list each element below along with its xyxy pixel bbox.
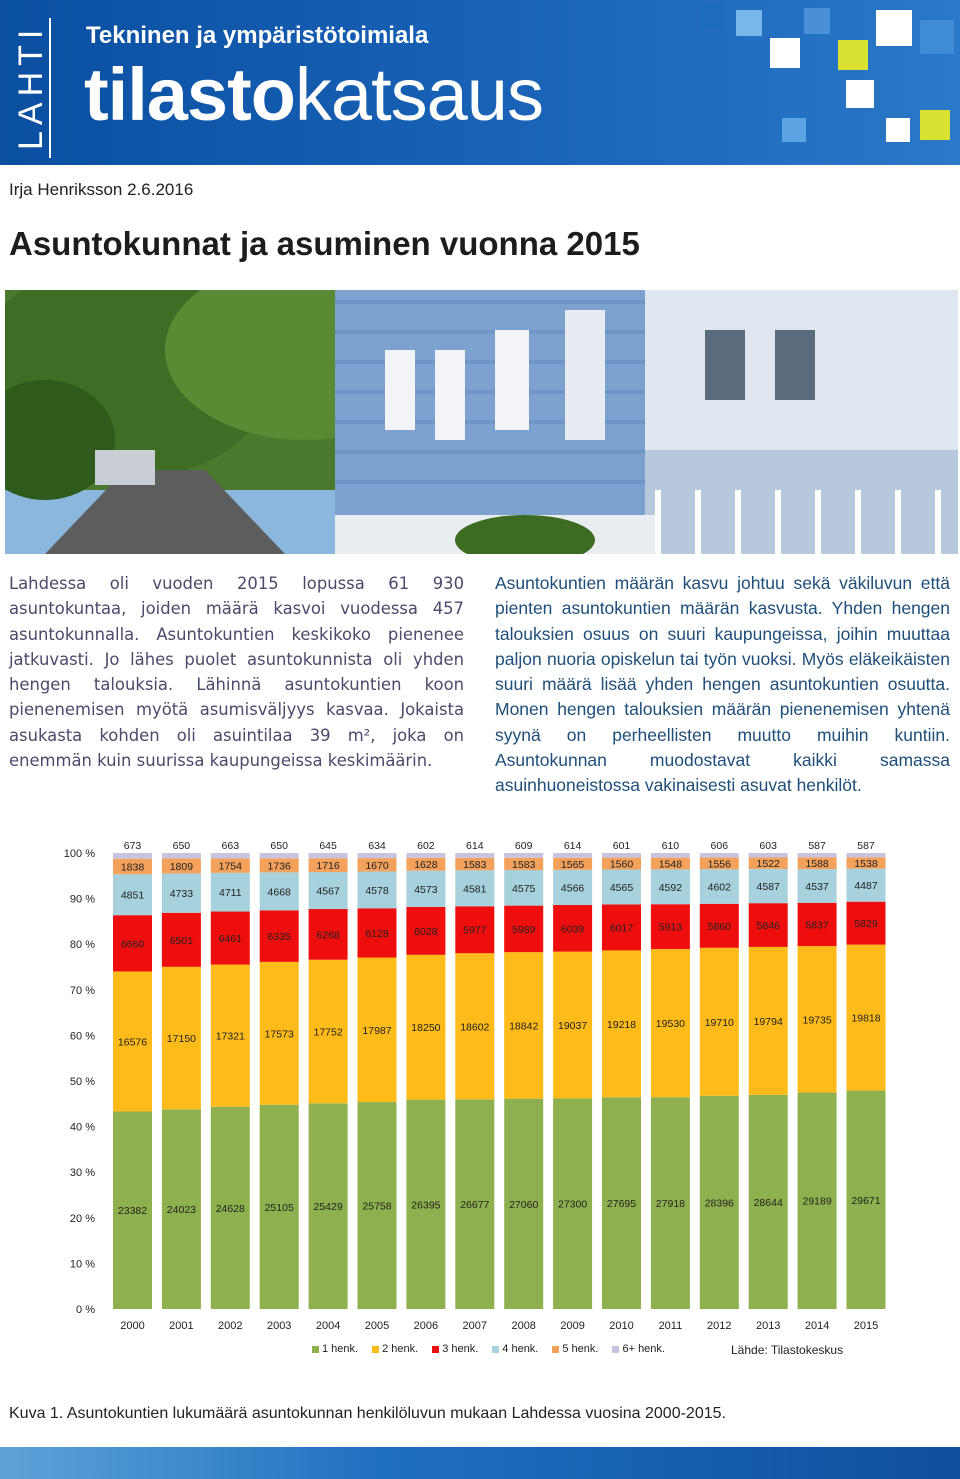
- data-label: 6017: [609, 922, 634, 935]
- data-label: 1809: [169, 860, 194, 873]
- data-label: 19818: [851, 1012, 881, 1025]
- department-name: Tekninen ja ympäristötoimiala: [86, 22, 429, 49]
- legend-item: [432, 1343, 478, 1355]
- data-label: 4537: [805, 880, 829, 893]
- legend-label: 2 henk.: [382, 1343, 419, 1355]
- bar-segment: [162, 853, 201, 858]
- legend-swatch: [312, 1346, 319, 1353]
- data-label: 4573: [414, 883, 438, 896]
- y-tick-label: 40 %: [69, 1121, 95, 1134]
- data-label: 6335: [267, 931, 291, 944]
- decor-square: [920, 20, 954, 54]
- x-tick-label: 2002: [218, 1320, 243, 1332]
- data-label: 26677: [460, 1199, 490, 1212]
- data-label: 4578: [365, 884, 389, 897]
- data-label: 6028: [414, 925, 438, 938]
- y-tick-label: 0 %: [76, 1304, 95, 1316]
- data-label: 6501: [169, 934, 194, 947]
- data-label: 650: [270, 840, 288, 852]
- legend-item: [492, 1343, 538, 1355]
- bar-segment: [406, 853, 445, 858]
- data-label: 1588: [805, 858, 829, 871]
- data-label: 4592: [658, 881, 683, 894]
- x-tick-label: 2012: [707, 1320, 732, 1332]
- legend-swatch: [612, 1346, 619, 1353]
- x-tick-label: 2000: [120, 1320, 145, 1332]
- data-label: 18842: [509, 1020, 539, 1033]
- bar-segment: [602, 853, 641, 858]
- data-label: 27300: [557, 1198, 588, 1211]
- bar-segment: [553, 853, 592, 858]
- x-tick-label: 2006: [413, 1320, 439, 1332]
- chart-source: Lähde: Tilastokeskus: [731, 1343, 844, 1357]
- data-label: 6660: [120, 938, 145, 951]
- x-tick-label: 2014: [804, 1320, 830, 1332]
- x-tick-label: 2003: [266, 1320, 292, 1332]
- data-label: 19218: [606, 1018, 637, 1031]
- data-label: 610: [661, 840, 680, 852]
- decor-square: [804, 8, 830, 34]
- data-label: 1838: [120, 861, 145, 874]
- bar-segment: [455, 853, 494, 858]
- data-label: 4567: [316, 885, 340, 898]
- data-label: 19530: [655, 1018, 686, 1031]
- data-label: 17573: [264, 1028, 294, 1041]
- legend-label: 4 henk.: [502, 1343, 539, 1355]
- data-label: 18602: [460, 1021, 490, 1034]
- bar-segment: [211, 853, 250, 858]
- legend-item: [372, 1343, 418, 1355]
- x-tick-label: 2010: [609, 1320, 634, 1332]
- data-label: 1670: [365, 859, 389, 872]
- data-label: 650: [172, 840, 191, 852]
- data-label: 26395: [411, 1199, 441, 1212]
- bar-segment: [798, 853, 837, 857]
- brand-bold: tilasto: [84, 53, 295, 136]
- publication-brand: [84, 55, 543, 135]
- data-label: 19037: [557, 1020, 588, 1033]
- data-label: 19794: [753, 1015, 783, 1028]
- x-tick-label: 2004: [315, 1320, 341, 1332]
- data-label: 5989: [512, 923, 536, 936]
- decor-square: [838, 40, 868, 70]
- data-label: 27695: [606, 1198, 637, 1211]
- bar-segment: [113, 853, 152, 859]
- y-tick-label: 20 %: [69, 1212, 95, 1225]
- data-label: 25758: [362, 1200, 392, 1213]
- data-label: 4566: [560, 882, 585, 895]
- data-label: 1560: [609, 858, 634, 871]
- x-tick-label: 2001: [169, 1320, 194, 1332]
- brand-light: katsaus: [294, 53, 543, 136]
- data-label: 27060: [509, 1198, 539, 1211]
- body-text: Asuntokuntien määrän kasvu johtuu sekä väkiluvun että pienten asuntokuntien määrän kasvusta. Yhden hengen talouksien osuus on suuri kaupungeissa, joihin muuttaa paljon nuoria opiskelun tai työn vuoksi. Myös eläkeikäisten suuri määrä lisää yhden hengen asuntokuntien osuutta. Monen hengen talouksien määrän pienenemisen yhtenä syynä on perheellisten muutto muihin kuntiin. Asuntokunnan muodostavat kaikki samassa asuinhuoneistossa vakinaisesti asuvat henkilöt.: [495, 573, 950, 796]
- data-label: 587: [808, 840, 826, 852]
- data-label: 6128: [365, 927, 389, 940]
- legend-item: [312, 1343, 358, 1355]
- data-label: 17150: [166, 1033, 197, 1046]
- intro-text: Lahdessa oli vuoden 2015 lopussa 61 930 asuntokuntaa, joiden määrä kasvoi vuodessa 457 asuntokunnalla. Asuntokuntien keskikoko pienenee jatkuvasti. Jo lähes puolet asuntokunnista oli yhden hengen talouksia. Lähinnä asuntokuntien koon pienenemisen myötä asumisväljyys kasvaa. Jokaista asukasta kohden oli asuintilaa 39 m², joka on enemmän kuin suurissa kaupungeissa keskimäärin.: [9, 574, 464, 771]
- decor-square: [846, 80, 874, 108]
- data-label: 5837: [805, 919, 829, 932]
- x-tick-label: 2015: [853, 1320, 879, 1332]
- bar-segment: [358, 853, 397, 858]
- bar-segment: [847, 853, 886, 857]
- legend-swatch: [552, 1346, 559, 1353]
- data-label: 29671: [851, 1194, 881, 1207]
- data-label: 4668: [267, 886, 291, 899]
- data-label: 5829: [854, 918, 878, 931]
- data-label: 614: [563, 840, 582, 852]
- bar-segment: [260, 853, 299, 858]
- legend-item: [552, 1343, 598, 1355]
- data-label: 4565: [609, 881, 634, 894]
- y-tick-label: 50 %: [69, 1076, 95, 1088]
- y-tick-label: 100 %: [63, 848, 95, 860]
- data-label: 1556: [707, 858, 731, 871]
- author-date: Irja Henriksson 2.6.2016: [9, 180, 194, 199]
- decor-square: [886, 118, 910, 142]
- data-label: 5860: [707, 920, 731, 933]
- data-label: 673: [123, 840, 142, 852]
- legend-swatch: [372, 1346, 379, 1353]
- page-title: Asuntokunnat ja asuminen vuonna 2015: [9, 225, 640, 262]
- data-label: 18250: [411, 1022, 441, 1035]
- y-tick-label: 80 %: [69, 939, 95, 952]
- data-label: 5846: [756, 920, 780, 933]
- data-label: 609: [514, 840, 533, 852]
- data-label: 28396: [704, 1197, 734, 1210]
- y-tick-label: 70 %: [69, 984, 95, 997]
- bar-segment: [651, 853, 690, 858]
- data-label: 4602: [707, 881, 731, 894]
- data-label: 19735: [802, 1014, 832, 1027]
- y-tick-label: 90 %: [69, 893, 95, 906]
- data-label: 587: [857, 840, 875, 852]
- data-label: 4711: [219, 887, 242, 900]
- data-label: 6039: [560, 923, 585, 936]
- data-label: 23382: [117, 1205, 148, 1218]
- data-label: 17321: [215, 1030, 245, 1043]
- data-label: 4733: [169, 888, 194, 901]
- data-label: 606: [710, 840, 729, 852]
- households-chart: [0, 835, 960, 1365]
- data-label: 1583: [512, 858, 536, 871]
- data-label: 29189: [802, 1195, 832, 1208]
- data-label: 4587: [756, 881, 780, 894]
- x-tick-label: 2009: [560, 1320, 585, 1332]
- data-label: 16576: [117, 1036, 148, 1049]
- house-photo: [5, 290, 958, 554]
- data-label: 25105: [264, 1201, 294, 1214]
- x-tick-label: 2005: [364, 1320, 390, 1332]
- legend-label: 6+ henk.: [622, 1343, 665, 1355]
- data-label: 1548: [658, 858, 683, 871]
- bar-segment: [309, 853, 348, 858]
- footer-bar: [0, 1447, 960, 1479]
- data-label: 634: [368, 840, 386, 852]
- house-photo-illustration: [5, 290, 958, 554]
- decor-square: [770, 38, 800, 68]
- bar-segment: [504, 853, 543, 858]
- y-tick-label: 10 %: [69, 1258, 95, 1271]
- data-label: 4487: [854, 880, 878, 893]
- data-label: 663: [221, 840, 240, 852]
- data-label: 603: [759, 840, 777, 852]
- data-label: 1538: [854, 857, 878, 870]
- bar-segment: [700, 853, 739, 858]
- data-label: 614: [466, 840, 484, 852]
- data-label: 5977: [463, 924, 487, 937]
- data-label: 17752: [313, 1026, 343, 1039]
- x-tick-label: 2013: [755, 1320, 781, 1332]
- data-label: 25429: [313, 1201, 343, 1214]
- legend-item: [612, 1343, 665, 1355]
- data-label: 1716: [316, 860, 340, 873]
- data-label: 601: [612, 840, 631, 852]
- data-label: 28644: [753, 1196, 783, 1209]
- data-label: 602: [417, 840, 435, 852]
- decor-square: [876, 10, 912, 46]
- data-label: 6268: [316, 929, 340, 942]
- data-label: 4581: [463, 883, 487, 896]
- data-label: 1736: [267, 860, 291, 873]
- x-tick-label: 2011: [658, 1320, 683, 1332]
- data-label: 1628: [414, 859, 438, 872]
- data-label: 1754: [218, 860, 242, 873]
- data-label: 4575: [512, 882, 536, 895]
- x-tick-label: 2008: [511, 1320, 536, 1332]
- data-label: 6461: [218, 933, 242, 946]
- data-label: 1565: [560, 858, 585, 871]
- bar-segment: [749, 853, 788, 858]
- data-label: 1522: [756, 858, 780, 871]
- data-label: 24628: [215, 1202, 245, 1215]
- legend-label: 5 henk.: [562, 1343, 599, 1355]
- x-tick-label: 2007: [462, 1320, 488, 1332]
- data-label: 17987: [362, 1024, 392, 1037]
- data-label: 27918: [655, 1198, 686, 1211]
- decor-square: [782, 118, 806, 142]
- legend-label: 3 henk.: [442, 1343, 479, 1355]
- data-label: 19710: [704, 1016, 734, 1029]
- city-logo: LAHTI: [12, 23, 50, 150]
- decor-square: [700, 5, 722, 27]
- legend-swatch: [432, 1346, 439, 1353]
- data-label: 4851: [120, 889, 145, 902]
- data-label: 645: [319, 840, 337, 852]
- legend-swatch: [492, 1346, 499, 1353]
- figure-caption: Kuva 1. Asuntokuntien lukumäärä asuntokunnan henkilöluvun mukaan Lahdessa vuosina 2000-2015.: [9, 1405, 726, 1422]
- data-label: 1583: [463, 859, 487, 872]
- y-tick-label: 60 %: [69, 1030, 95, 1043]
- y-tick-label: 30 %: [69, 1167, 95, 1180]
- chart-legend: [312, 1343, 665, 1355]
- decor-square: [920, 110, 950, 140]
- decor-square: [736, 10, 762, 36]
- legend-label: 1 henk.: [322, 1343, 359, 1355]
- data-label: 24023: [166, 1204, 197, 1217]
- header-banner: [0, 0, 960, 165]
- data-label: 5913: [658, 921, 683, 934]
